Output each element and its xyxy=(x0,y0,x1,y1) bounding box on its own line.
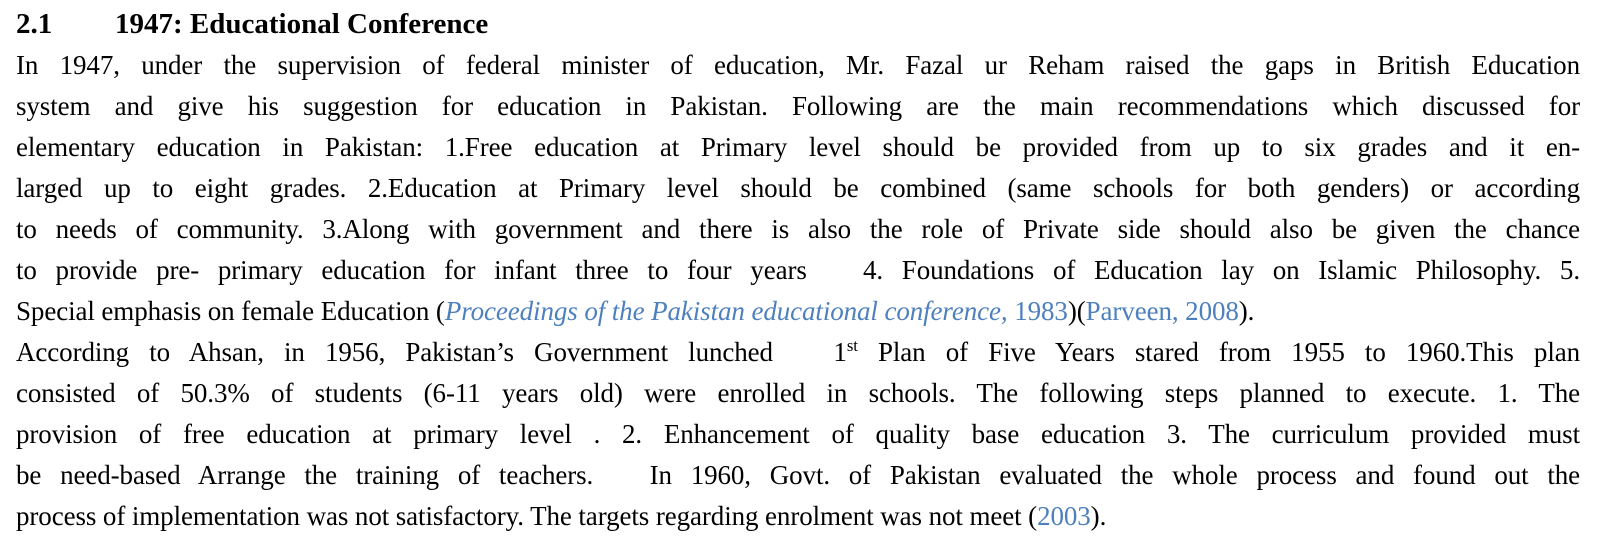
paragraph-line: provision of free education at primary level . 2. Enhancement of quality base education 3. The curriculum provided must xyxy=(16,419,1580,449)
paragraph-text: According to Ahsan, in 1956, Pakistan’s Government lunched 1 xyxy=(16,337,847,367)
paragraph-text: process of implementation was not satisfactory. The targets regarding enrolment was not meet ( xyxy=(16,501,1038,531)
paragraph-line: to needs of community. 3.Along with government and there is also the role of Private side should also be given the chance xyxy=(16,214,1580,244)
citation-link-parveen-2008[interactable]: Parveen, 2008 xyxy=(1085,296,1239,326)
paragraph-text: )( xyxy=(1067,296,1086,326)
paragraph-line xyxy=(16,496,1580,537)
paragraph-text: ). xyxy=(1090,501,1107,531)
paragraph-line: be need-based Arrange the training of teachers. In 1960, Govt. of Pakistan evaluated the whole process and found out the xyxy=(16,460,1580,490)
paragraph-line: consisted of 50.3% of students (6-11 years old) were enrolled in schools. The following steps planned to execute. 1. The xyxy=(16,378,1580,408)
paragraph-line xyxy=(16,332,1580,373)
citation-link-proceedings-1983[interactable] xyxy=(445,296,1068,326)
section-heading xyxy=(16,3,1580,45)
paragraph-line: larged up to eight grades. 2.Education at Primary level should be combined (same schools for both genders) or according xyxy=(16,173,1580,203)
paragraph-line: system and give his suggestion for education in Pakistan. Following are the main recommendations which discussed for xyxy=(16,91,1580,121)
paragraph-line: to provide pre- primary education for infant three to four years 4. Foundations of Education lay on Islamic Philosophy. 5. xyxy=(16,255,1580,285)
paragraph-text: Special emphasis on female Education ( xyxy=(16,296,445,326)
paragraph-text: ). xyxy=(1238,296,1255,326)
paragraph-line: In 1947, under the supervision of federal minister of education, Mr. Fazal ur Reham raised the gaps in British Education xyxy=(16,50,1580,80)
ordinal-superscript: st xyxy=(846,336,858,355)
paragraph-line: elementary education in Pakistan: 1.Free education at Primary level should be provided from up to six grades and it en- xyxy=(16,132,1580,162)
section-title: 1947: Educational Conference xyxy=(115,8,489,40)
citation-title: Proceedings of the Pakistan educational conference, xyxy=(444,296,1008,326)
citation-year: 1983 xyxy=(1007,296,1068,326)
paragraph-text: Plan of Five Years stared from 1955 to 1960.This plan xyxy=(857,337,1580,367)
section-number: 2.1 xyxy=(16,8,53,40)
citation-link-2003[interactable]: 2003 xyxy=(1037,501,1091,531)
paragraph-line xyxy=(16,291,1580,332)
